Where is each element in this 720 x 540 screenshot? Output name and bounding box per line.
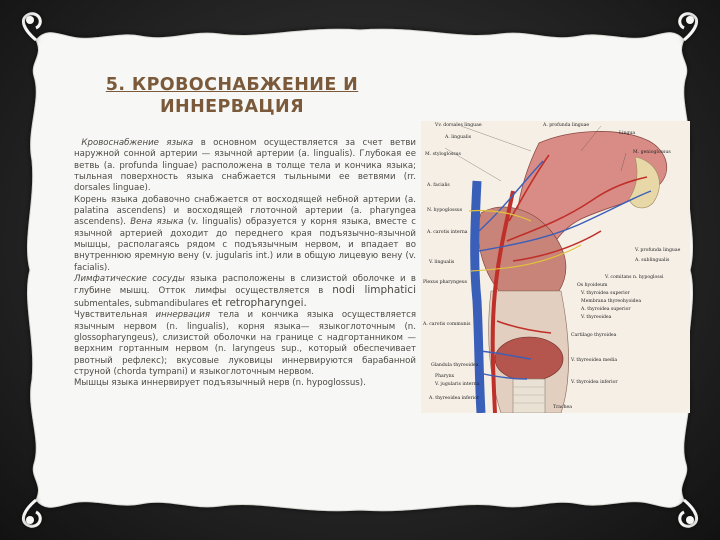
label: V. thyreoidea bbox=[581, 315, 612, 320]
italic-term: Кровоснабжение языка bbox=[81, 138, 194, 148]
paragraph-blood-supply bbox=[74, 138, 416, 195]
tongue-vessels-drawing bbox=[421, 121, 690, 413]
title-line-2: ИННЕРВАЦИЯ bbox=[160, 97, 304, 117]
label: V. thyroidea inferior bbox=[571, 380, 618, 385]
latin-term: nodi limphatici bbox=[332, 284, 416, 297]
slide-title bbox=[82, 74, 382, 118]
label: V. thyreoidea media bbox=[571, 358, 618, 363]
label: A. thyreoidea inferior bbox=[429, 396, 480, 401]
label: A. carotis communis bbox=[423, 322, 471, 327]
italic-term: Вена языка bbox=[130, 217, 184, 228]
label: V. lingualis bbox=[429, 260, 455, 265]
label: Plexus pharyngeus bbox=[423, 280, 468, 285]
label: A. carotis interna bbox=[427, 230, 468, 235]
label: Cartilago thyroidea bbox=[571, 333, 617, 338]
label: A. lingualis bbox=[445, 135, 472, 140]
paragraph-lymph bbox=[74, 274, 416, 310]
italic-term: Лимфатические сосуды bbox=[74, 274, 185, 285]
label: Glandula thyreoidea bbox=[431, 363, 479, 368]
label: Pharynx bbox=[435, 374, 455, 379]
label: V. thyroidea superior bbox=[581, 291, 630, 296]
label: V. jugularis interna bbox=[435, 382, 480, 387]
label: Os hyoideum bbox=[577, 283, 608, 288]
label: A. sublingualis bbox=[635, 258, 670, 263]
latin-term: et retropharyngei. bbox=[211, 296, 307, 309]
label: M. styloglossus bbox=[425, 152, 461, 157]
label: A. facialis bbox=[427, 183, 450, 188]
paragraph-text: в основном осуществляется за счет ветви наружной сонной артерии — язычной артерии (a. lingualis). Глубокая ее ветвь (a. profunda linguae) расположена в толще тела и кончика языка; тыльная поверхность языка снабжается тыльными ее ветвями (rr. dorsales linguae). bbox=[74, 138, 417, 194]
label: Membrana thyreohyoidea bbox=[581, 299, 642, 304]
label: M. genioglossus bbox=[633, 150, 671, 155]
paragraph-root-supply bbox=[74, 195, 416, 274]
paragraph-text: Чувствительная bbox=[74, 310, 156, 321]
paragraph-text: Корень языка добавочно снабжается от восходящей небной артерии (a. palatina ascendens) и восходящей глоточной артерии (a. pharyngea ascendens). bbox=[74, 194, 416, 228]
paragraph-text: языка расположены в слизистой оболочке и в глубине мышц. Отток лимфы осуществляется в bbox=[74, 274, 416, 297]
paragraph-muscles bbox=[74, 378, 416, 389]
paragraph-text: submentales, submandibulares bbox=[74, 298, 212, 309]
label: A. profunda linguae bbox=[543, 123, 590, 128]
trachea bbox=[513, 379, 545, 413]
paragraph-text: (v. lingualis) образуется у корня языка, вместе с язычной артерией доходит до переднего края подъязычно-язычной мышцы, располагаясь рядом с подъязычным нервом, и впадает во внутреннюю яремную вену (v. jugularis int.) или в общую лицевую вену (v. facialis). bbox=[74, 217, 416, 273]
label: Lingua bbox=[619, 131, 636, 136]
label: Trachea bbox=[553, 405, 572, 410]
title-line-1: 5. КРОВОСНАБЖЕНИЕ И bbox=[105, 75, 359, 95]
label: A. thyroidea superior bbox=[581, 307, 631, 312]
paragraph-innervation bbox=[74, 310, 416, 378]
slide-body bbox=[74, 138, 416, 390]
label: V. comitans n. hypoglossi bbox=[605, 275, 664, 280]
paragraph-text: тела и кончика языка осуществляется язычным нервом (n. lingualis), корня языка— языкоглоточным (n. glossopharyngeus), слизистой оболочки на границе с надгортанником — верхним гортанным нервом (n. laryngeus sup., который обеспечивает рвотный рефлекс); вкусовые луковицы иннервируются барабанной струной (chorda tympani) и языкоглоточным нервом. bbox=[74, 310, 417, 377]
label: N. hypoglossus bbox=[427, 208, 463, 213]
paragraph-text: Мышцы языка иннервирует подъязычный нерв (n. hypoglossus). bbox=[74, 378, 366, 389]
italic-term: иннервация bbox=[155, 310, 211, 321]
anatomy-illustration bbox=[421, 121, 690, 413]
label: Vv. dorsales linguae bbox=[435, 123, 482, 128]
label: V. profunda linguae bbox=[635, 248, 681, 253]
